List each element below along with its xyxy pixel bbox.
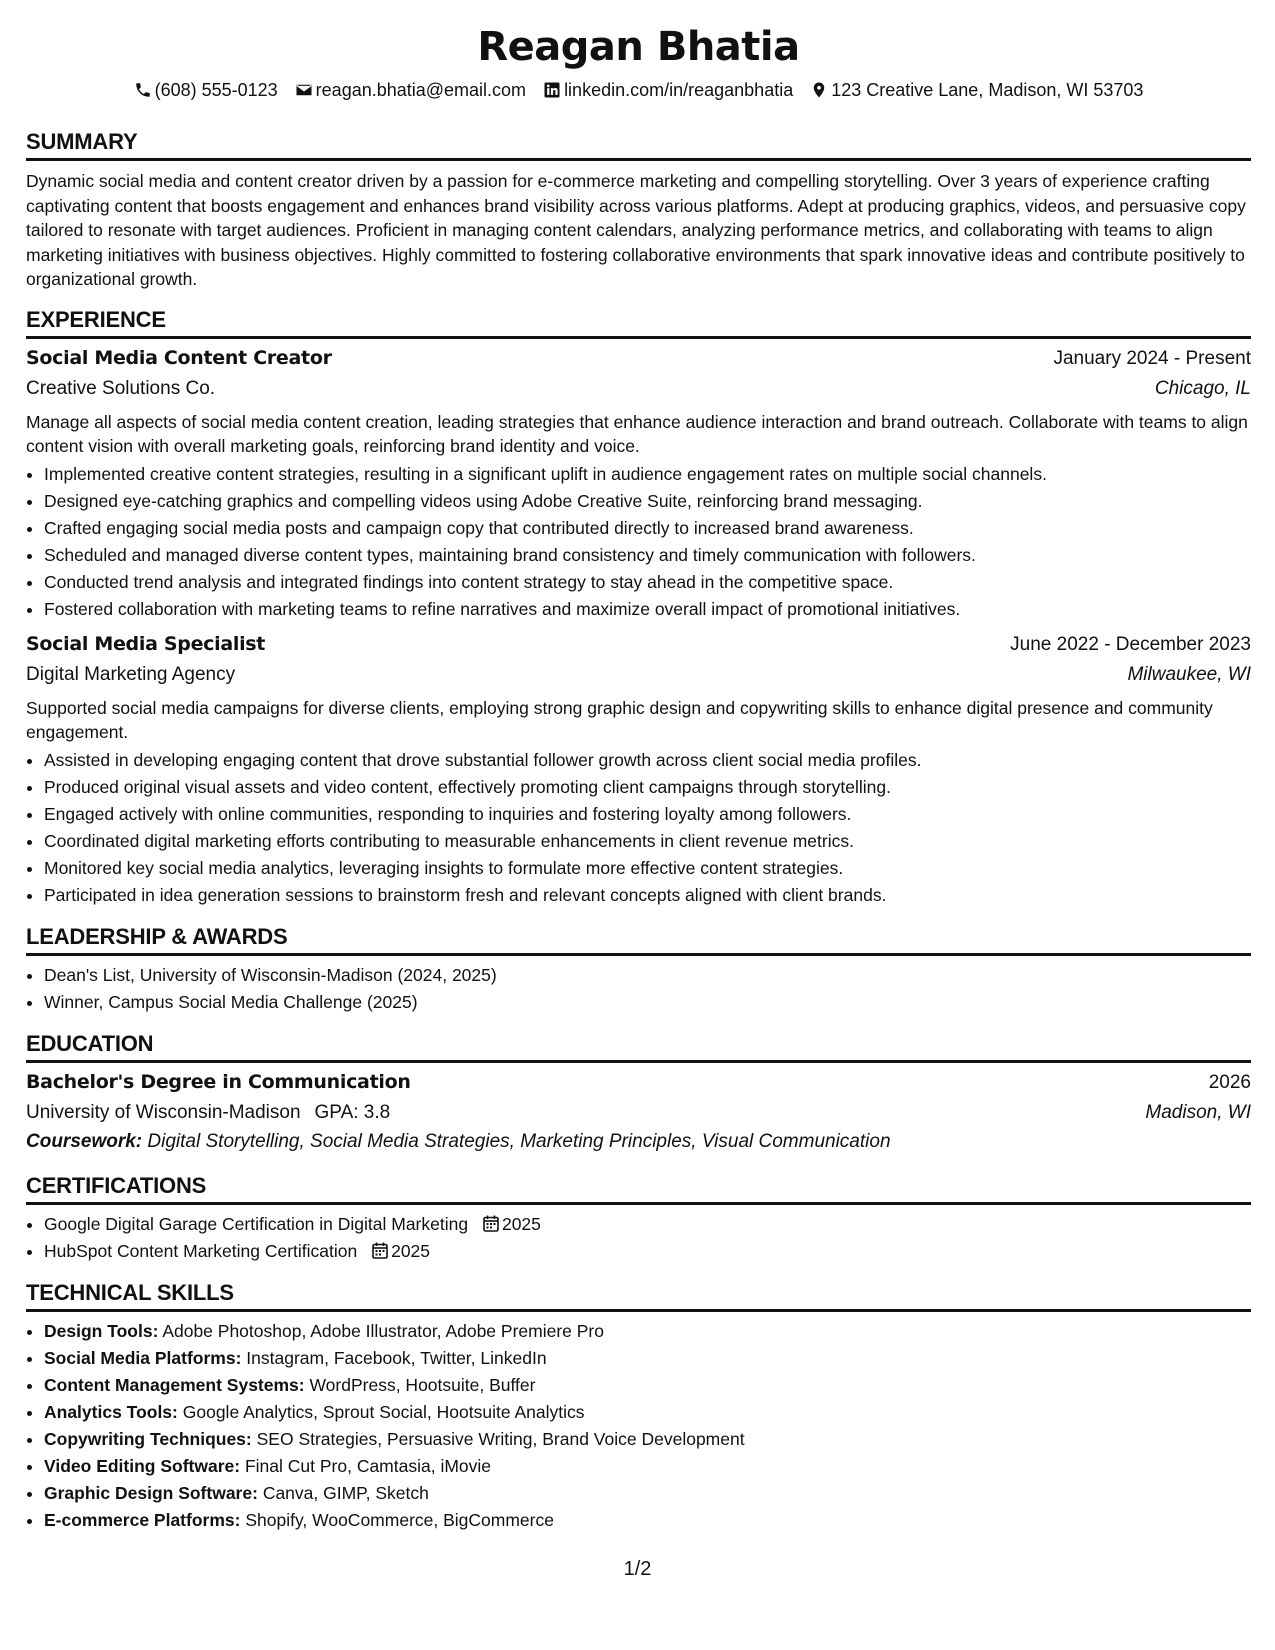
list-item: [44, 1426, 1251, 1453]
list-item: [44, 1453, 1251, 1480]
skill-label: Video Editing Software:: [44, 1455, 241, 1476]
skill-value: Final Cut Pro, Camtasia, iMovie: [244, 1455, 492, 1476]
phone-icon: [134, 81, 152, 99]
resume-page: [26, 22, 1251, 1534]
linkedin-icon: [543, 81, 561, 99]
map-pin-icon: [810, 81, 828, 99]
leadership-list: [26, 962, 1251, 1016]
job-role: Social Media Specialist: [26, 632, 266, 655]
skill-value: Instagram, Facebook, Twitter, LinkedIn: [246, 1347, 547, 1368]
list-item: • Engaged actively with online communities, responding to inquiries and fostering loyalty among followers.: [44, 801, 1251, 828]
list-item: [44, 1480, 1251, 1507]
skill-label: E-commerce Platforms:: [44, 1509, 241, 1530]
job-bullets: [26, 461, 1251, 623]
job-bullets: [26, 747, 1251, 909]
skill-value: Canva, GIMP, Sketch: [262, 1482, 429, 1503]
email-text: reagan.bhatia@email.com: [315, 80, 527, 100]
list-item: [44, 1318, 1251, 1345]
coursework-label: Coursework:: [26, 1130, 143, 1152]
certifications-list: [26, 1211, 1251, 1265]
calendar-icon: [483, 1215, 499, 1232]
list-item: • Conducted trend analysis and integrated findings into content strategy to stay ahead in the competitive space.: [44, 569, 1251, 596]
leadership-section: [26, 923, 1251, 1016]
school-name: University of Wisconsin-Madison: [26, 1101, 301, 1123]
skill-label: Social Media Platforms:: [44, 1347, 242, 1368]
list-item: [44, 1372, 1251, 1399]
list-item: [44, 1507, 1251, 1534]
list-item: • Implemented creative content strategies, resulting in a significant uplift in audience engagement rates on multiple social channels.: [44, 461, 1251, 488]
list-item: • Scheduled and managed diverse content types, maintaining brand consistency and timely communication with followers.: [44, 542, 1251, 569]
gpa: GPA: 3.8: [314, 1101, 391, 1123]
certification-year: 2025: [501, 1213, 541, 1234]
phone-text: (608) 555-0123: [154, 80, 278, 100]
graduation-year: 2026: [1208, 1071, 1251, 1093]
list-item: • Participated in idea generation sessions to brainstorm fresh and relevant concepts aligned with client brands.: [44, 882, 1251, 909]
envelope-icon: [295, 81, 313, 99]
skill-label: Copywriting Techniques:: [44, 1428, 252, 1449]
job-company: Digital Marketing Agency: [26, 663, 236, 685]
list-item: • Dean's List, University of Wisconsin-Madison (2024, 2025): [44, 962, 1251, 989]
coursework-list: Digital Storytelling, Social Media Strategies, Marketing Principles, Visual Communication: [147, 1130, 891, 1152]
skill-value: Adobe Photoshop, Adobe Illustrator, Adobe Premiere Pro: [162, 1320, 604, 1341]
job-description: Supported social media campaigns for diverse clients, employing strong graphic design and copywriting skills to enhance digital presence and community engagement.: [26, 697, 1213, 742]
summary-text: Dynamic social media and content creator driven by a passion for e-commerce marketing and compelling storytelling. Over 3 years of experience crafting captivating content that boosts engagement and enhances brand visibility across various platforms. Adept at producing graphics, videos, and persuasive copy tailored to resonate with target audiences. Proficient in managing content calendars, analyzing performance metrics, and collaborating with teams to align marketing initiatives with business objectives. Highly committed to fostering collaborative environments that spark innovative ideas and contribute positively to organizational growth.: [26, 171, 1246, 289]
list-item: • Winner, Campus Social Media Challenge (2025): [44, 989, 1251, 1016]
list-item: [44, 1211, 1251, 1238]
job-entry: [26, 629, 1251, 909]
section-title: EXPERIENCE: [26, 306, 1251, 339]
linkedin-text: linkedin.com/in/reaganbhatia: [564, 80, 794, 100]
skill-value: WordPress, Hootsuite, Buffer: [309, 1374, 536, 1395]
experience-section: [26, 306, 1251, 909]
job-dates: January 2024 - Present: [1053, 347, 1251, 369]
job-dates: June 2022 - December 2023: [1010, 633, 1251, 655]
contact-phone[interactable]: [134, 78, 278, 102]
school-location: Madison, WI: [1145, 1101, 1251, 1123]
summary-section: [26, 128, 1251, 292]
skills-section: [26, 1279, 1251, 1534]
list-item: [44, 1345, 1251, 1372]
job-entry: [26, 343, 1251, 623]
contact-bar: [26, 78, 1251, 102]
skills-list: [26, 1318, 1251, 1534]
calendar-icon: [372, 1242, 388, 1259]
address-text: 123 Creative Lane, Madison, WI 53703: [831, 80, 1144, 100]
certification-name: Google Digital Garage Certification in Digital Marketing: [44, 1213, 469, 1234]
list-item: • Fostered collaboration with marketing teams to refine narratives and maximize overall impact of promotional initiatives.: [44, 596, 1251, 623]
skill-value: SEO Strategies, Persuasive Writing, Brand Voice Development: [256, 1428, 745, 1449]
list-item: [44, 1238, 1251, 1265]
job-role: Social Media Content Creator: [26, 346, 332, 369]
list-item: • Produced original visual assets and video content, effectively promoting client campaigns through storytelling.: [44, 774, 1251, 801]
job-location: Milwaukee, WI: [1127, 663, 1251, 685]
job-location: Chicago, IL: [1154, 377, 1251, 399]
job-company: Creative Solutions Co.: [26, 377, 216, 399]
skill-label: Graphic Design Software:: [44, 1482, 258, 1503]
contact-address: [810, 78, 1143, 102]
section-title: CERTIFICATIONS: [26, 1172, 1251, 1205]
certification-name: HubSpot Content Marketing Certification: [44, 1240, 358, 1261]
list-item: [44, 1399, 1251, 1426]
coursework: [26, 1128, 1251, 1156]
list-item: • Monitored key social media analytics, leveraging insights to formulate more effective content strategies.: [44, 855, 1251, 882]
certifications-section: [26, 1172, 1251, 1265]
list-item: • Crafted engaging social media posts and campaign copy that contributed directly to increased brand awareness.: [44, 515, 1251, 542]
skill-label: Content Management Systems:: [44, 1374, 305, 1395]
list-item: • Designed eye-catching graphics and compelling videos using Adobe Creative Suite, reinforcing brand messaging.: [44, 488, 1251, 515]
skill-value: Shopify, WooCommerce, BigCommerce: [245, 1509, 554, 1530]
skill-label: Design Tools:: [44, 1320, 159, 1341]
skill-label: Analytics Tools:: [44, 1401, 178, 1422]
page-number: 1/2: [623, 1558, 652, 1580]
list-item: • Coordinated digital marketing efforts contributing to measurable enhancements in client revenue metrics.: [44, 828, 1251, 855]
certification-year: 2025: [391, 1240, 431, 1261]
job-description: Manage all aspects of social media content creation, leading strategies that enhance audience interaction and brand outreach. Collaborate with teams to align content vision with overall marketing goals, reinforcing brand identity and voice.: [26, 411, 1248, 456]
candidate-name: Reagan Bhatia: [477, 24, 800, 70]
section-title: LEADERSHIP & AWARDS: [26, 923, 1251, 956]
skill-value: Google Analytics, Sprout Social, Hootsuite Analytics: [182, 1401, 585, 1422]
section-title: SUMMARY: [26, 128, 1251, 161]
degree-title: Bachelor's Degree in Communication: [26, 1070, 411, 1093]
education-section: [26, 1030, 1251, 1156]
contact-email[interactable]: [295, 78, 526, 102]
section-title: EDUCATION: [26, 1030, 1251, 1063]
section-title: TECHNICAL SKILLS: [26, 1279, 1251, 1312]
contact-linkedin[interactable]: [543, 78, 793, 102]
list-item: • Assisted in developing engaging content that drove substantial follower growth across client social media profiles.: [44, 747, 1251, 774]
